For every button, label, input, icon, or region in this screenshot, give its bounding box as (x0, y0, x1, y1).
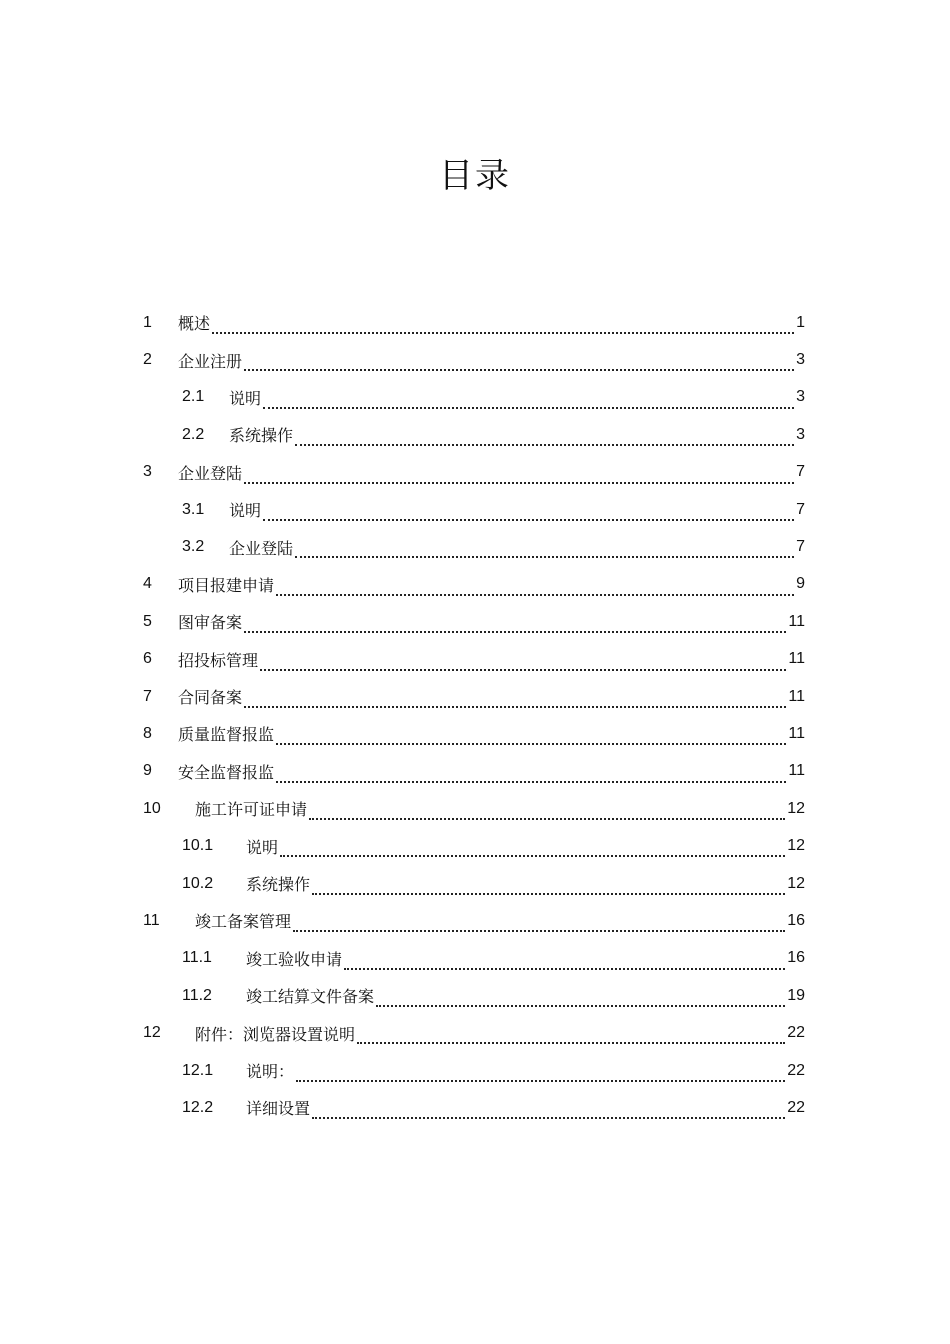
toc-entry-label: 概述 (178, 314, 211, 334)
toc-entry[interactable] (0, 304, 950, 341)
toc-entry-page: 9 (796, 575, 805, 593)
toc-entry-number: 12.1 (182, 1061, 214, 1079)
toc-dot-leader (280, 853, 785, 857)
toc-entry-label: 系统操作 (246, 875, 311, 895)
toc-entry-page: 12 (787, 874, 805, 892)
toc-entry-number: 12 (143, 1024, 161, 1042)
toc-entry-number: 2.2 (182, 425, 205, 443)
toc-dot-leader (312, 1115, 785, 1119)
toc-entry-number: 1 (143, 313, 152, 331)
toc-entry-number: 6 (143, 650, 152, 668)
toc-dot-leader (309, 816, 785, 820)
toc-entry[interactable] (0, 379, 950, 416)
toc-entry-label: 图审备案 (178, 613, 243, 633)
toc-dot-leader (295, 554, 794, 558)
toc-entry-number: 8 (143, 724, 152, 742)
toc-dot-leader (376, 1003, 785, 1007)
toc-dot-leader (295, 442, 794, 446)
toc-entry[interactable] (0, 416, 950, 453)
toc-entry-label: 合同备案 (178, 688, 243, 708)
toc-dot-leader (276, 779, 786, 783)
toc-entry-number: 2.1 (182, 388, 205, 406)
toc-entry-label: 系统操作 (229, 426, 294, 446)
toc-entry[interactable] (0, 1052, 950, 1089)
toc-entry-label: 竣工备案管理 (195, 912, 292, 932)
toc-entry-number: 11.1 (182, 949, 212, 967)
toc-entry-page: 22 (787, 1024, 805, 1042)
toc-entry[interactable] (0, 715, 950, 752)
toc-entry-page: 16 (787, 949, 805, 967)
toc-dot-leader (263, 405, 794, 409)
toc-dot-leader (244, 704, 786, 708)
toc-entry-page: 12 (787, 837, 805, 855)
toc-entry-label: 附件：浏览器设置说明 (195, 1024, 356, 1044)
toc-entry-page: 7 (796, 538, 805, 556)
toc-entry-number: 10.2 (182, 874, 214, 892)
toc-dot-leader (357, 1040, 785, 1044)
toc-entry-page: 12 (787, 799, 805, 817)
toc-entry-label: 说明 (246, 837, 279, 857)
toc-entry-label: 说明 (229, 501, 262, 521)
toc-dot-leader (344, 966, 785, 970)
toc-entry-number: 12.2 (182, 1098, 214, 1116)
toc-entry[interactable] (0, 341, 950, 378)
toc-dot-leader (296, 1078, 785, 1082)
toc-entry[interactable] (0, 528, 950, 565)
toc-entry-number: 2 (143, 351, 152, 369)
toc-entry-number: 3.1 (182, 500, 205, 518)
toc-entry[interactable] (0, 641, 950, 678)
toc-entry-label: 企业登陆 (229, 538, 294, 558)
toc-entry[interactable] (0, 678, 950, 715)
toc-entry-page: 11 (788, 724, 805, 742)
toc-entry[interactable] (0, 865, 950, 902)
toc-entry-page: 11 (788, 687, 805, 705)
toc-dot-leader (244, 367, 794, 371)
toc-entry-number: 9 (143, 762, 152, 780)
toc-entry-page: 11 (788, 762, 805, 780)
toc-entry-page: 7 (796, 463, 805, 481)
toc-entry[interactable] (0, 603, 950, 640)
toc-entry-label: 说明 (229, 388, 262, 408)
toc-entry-number: 4 (143, 575, 152, 593)
toc-entry-page: 3 (796, 351, 805, 369)
toc-entry-page: 3 (796, 388, 805, 406)
toc-entry-number: 5 (143, 612, 152, 630)
toc-entry[interactable] (0, 566, 950, 603)
toc-entry-label: 说明： (246, 1062, 295, 1081)
toc-entry-page: 11 (788, 612, 805, 630)
toc-entry-label: 项目报建申请 (178, 575, 275, 595)
toc-entry-number: 3 (143, 463, 152, 481)
toc-dot-leader (276, 741, 786, 745)
toc-entry-number: 7 (143, 687, 152, 705)
toc-entry-number: 11 (143, 911, 160, 929)
toc-entry-page: 3 (796, 425, 805, 443)
toc-entry-number: 10.1 (182, 837, 214, 855)
toc-entry-number: 3.2 (182, 538, 205, 556)
toc-entry-label: 安全监督报监 (178, 762, 275, 782)
toc-entry-label: 企业登陆 (178, 463, 243, 483)
toc-entry[interactable] (0, 753, 950, 790)
toc-entry-label: 施工许可证申请 (195, 800, 308, 820)
toc-entry-page: 22 (787, 1098, 805, 1116)
toc-entry-number: 11.2 (182, 986, 212, 1004)
toc-entry[interactable] (0, 977, 950, 1014)
toc-dot-leader (212, 330, 794, 334)
toc-dot-leader (244, 629, 786, 633)
toc-entry-page: 19 (787, 986, 805, 1004)
toc-entry-page: 7 (796, 500, 805, 518)
toc-entry[interactable] (0, 902, 950, 939)
toc-dot-leader (263, 517, 794, 521)
toc-entry[interactable] (0, 491, 950, 528)
toc-entry[interactable] (0, 940, 950, 977)
toc-entry[interactable] (0, 827, 950, 864)
toc-dot-leader (293, 928, 785, 932)
toc-dot-leader (260, 667, 786, 671)
toc-entry[interactable] (0, 454, 950, 491)
toc-entry-page: 1 (796, 313, 805, 331)
toc-dot-leader (276, 592, 794, 596)
toc-entry-page: 16 (787, 911, 805, 929)
toc-entry-page: 11 (788, 650, 805, 668)
toc-entry-label: 企业注册 (178, 351, 243, 371)
page-title: 目录 (439, 156, 511, 196)
toc-entry-label: 质量监督报监 (178, 725, 275, 745)
toc-dot-leader (244, 480, 794, 484)
toc-entry[interactable] (0, 1089, 950, 1126)
toc-entry-label: 竣工结算文件备案 (246, 987, 375, 1007)
toc-entry[interactable] (0, 1014, 950, 1051)
toc-entry-number: 10 (143, 799, 161, 817)
toc-list (0, 304, 950, 1127)
toc-dot-leader (312, 891, 785, 895)
toc-entry-label: 竣工验收申请 (246, 949, 343, 969)
toc-entry[interactable] (0, 790, 950, 827)
toc-entry-label: 招投标管理 (178, 650, 259, 670)
toc-entry-label: 详细设置 (246, 1099, 311, 1119)
toc-entry-page: 22 (787, 1061, 805, 1079)
